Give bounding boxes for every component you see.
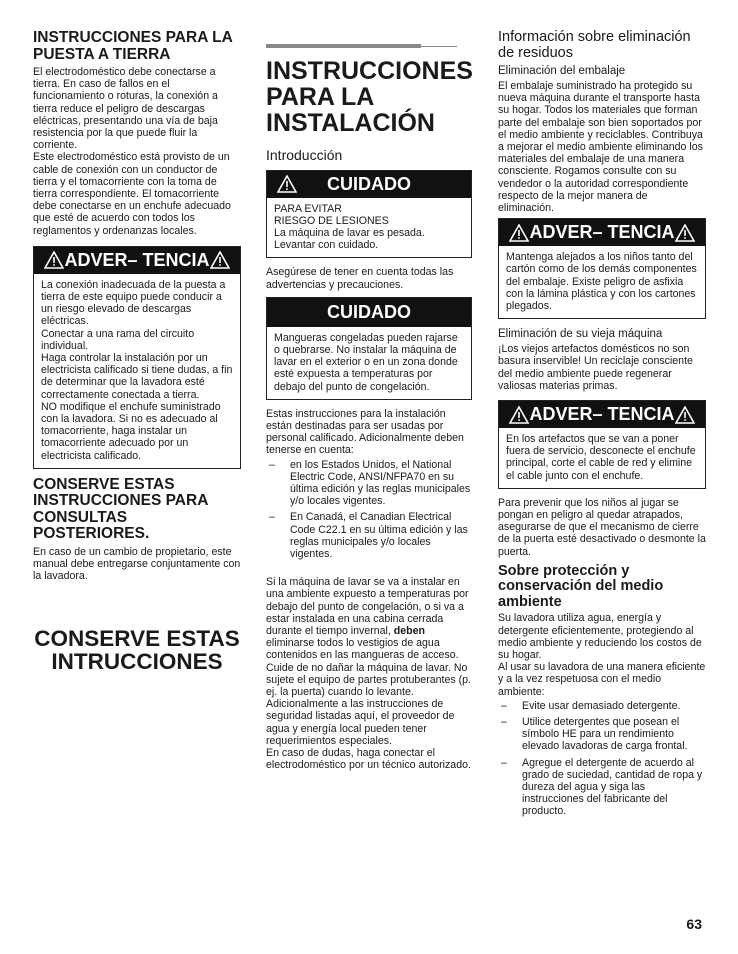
- warning-header: [499, 219, 705, 246]
- grounding-paragraph-2: Este electrodoméstico está provisto de un cable de conexión con un conductor de tierra y el tomacorriente con la toma de tierra correspondiente. El tomacorriente debe conectarse en un enchufe adecuado que esté de acuerdo con todos los reglamentos y ordenanzas locales.: [33, 151, 231, 237]
- warning-triangle-icon: [509, 406, 529, 424]
- caution-line-1: PARA EVITAR: [274, 202, 342, 215]
- extra-paragraph: Adicionalmente a las instrucciones de seguridad listadas aquí, el proveedor de agua y energía local pueden tener requerimientos especiales.: [266, 698, 455, 747]
- warning-triangle-icon: [675, 406, 695, 424]
- warning-text-2: Conectar a una rama del circuito individual.: [41, 327, 195, 352]
- caution-label-2: CUIDADO: [267, 298, 471, 327]
- list-item: – Agregue el detergente de acuerdo al grado de suciedad, cantidad de ropa y dureza del agua y siga las instrucciones del fabricante del producto.: [498, 757, 706, 818]
- caution-line-3: La máquina de lavar es pesada.: [274, 226, 425, 239]
- warning-box-old-machine: [498, 400, 706, 489]
- list-item: – En Canadá, el Canadian Electrical Code C22.1 en su última edición y las reglas municipales y/o locales vigentes.: [266, 511, 472, 560]
- freeze-paragraph: [266, 576, 472, 661]
- warning-body: [499, 246, 705, 318]
- freeze-text-bold: deben: [393, 624, 425, 637]
- title-rule-thick: [266, 44, 421, 48]
- warning-text-3: Haga controlar la instalación por un electricista calificado si tiene dudas, a fin de determinar que la lavadora esté correctamente conectada a tierra.: [41, 352, 233, 401]
- list-item: – Utilice detergentes que posean el símbolo HE para un rendimiento elevado lavadoras de carga frontal.: [498, 716, 706, 753]
- title-rule: [266, 44, 472, 48]
- freeze-text-a: Si la máquina de lavar se va a instalar en una ambiente expuesto a temperaturas por debajo del punto de congelación, o si va a estar instalada en una cabina cerrada durante el tiempo invernal,: [266, 576, 469, 637]
- column-left: [33, 30, 241, 674]
- warning-old-machine-text: En los artefactos que se van a poner fuera de servicio, desconecte el enchufe principal, corte el cable de red y elimine el cable junto con el enchufe.: [506, 433, 696, 482]
- env-paragraph-2: Al usar su lavadora de una manera eficiente y a la vez respetuosa con el medio ambiente:: [498, 661, 706, 698]
- warning-box-packaging: [498, 218, 706, 319]
- install-paragraph: Estas instrucciones para la instalación están destinadas para ser usadas por personal calificado. Adicionalmente deben tenerse en cuenta:: [266, 407, 464, 457]
- sub-packaging: Eliminación del embalaje: [498, 65, 626, 77]
- caution-hoses-text: Mangueras congeladas pueden rajarse o quebrarse. No instalar la máquina de lavar en el exterior o en un zona donde esté expuesta a temperaturas por debajo del punto de congelación.: [274, 331, 458, 393]
- note-warnings: Asegúrese de tener en cuenta todas las advertencias y precauciones.: [266, 266, 454, 291]
- caution-box-weight: [266, 170, 472, 259]
- big-keep-title: CONSERVE ESTAS INTRUCCIONES: [34, 625, 240, 674]
- heading-grounding: INSTRUCCIONES PARA LA PUESTA A TIERRA: [33, 29, 233, 63]
- packaging-paragraph: El embalaje suministrado ha protegido su nueva máquina durante el transporte hasta su hogar. Todos los materiales que forman parte del embalaje son bien soportados por el medio ambiente y reciclables. Contribuya a mejorar el medio ambiente eliminando los materiales del embalaje de una manera consciente. Rogamos consulte con su vendedor o la autoridad correspondiente respecto de la mejor manera de eliminación.: [498, 80, 703, 215]
- list-item: – en los Estados Unidos, el National Electric Code, ANSI/NFPA70 en su última edición y las reglas municipales y/o locales vigentes.: [266, 459, 472, 508]
- warning-triangle-icon: [509, 224, 529, 242]
- list-item: – Evite usar demasiado detergente.: [498, 700, 706, 712]
- heading-waste: Información sobre eliminación de residuos: [498, 29, 691, 61]
- code-list: [266, 459, 472, 561]
- caution-header: [267, 171, 471, 198]
- warning-box-grounding: [33, 246, 241, 469]
- warning-body: [499, 428, 705, 488]
- keep-paragraph: En caso de un cambio de propietario, este manual debe entregarse conjuntamente con la lavadora.: [33, 545, 241, 583]
- warning-text-4: NO modifique el enchufe suministrado con la lavadora. Si no es adecuado al tomacorriente, haga instalar un tomacorriente adecuado por un electricista calificado.: [41, 400, 221, 462]
- intro-heading: Introducción: [266, 147, 343, 163]
- title-rule-thin: [421, 46, 457, 47]
- care-paragraph: Cuide de no dañar la máquina de lavar. No sujete el equipo de partes protuberantes (p. ej. la puerta) cuando lo levante.: [266, 661, 471, 698]
- warning-text-1: La conexión inadecuada de la puesta a tierra de este equipo puede conducir a un riesgo elevado de descargas eléctricas.: [41, 278, 226, 328]
- old-machine-paragraph: ¡Los viejos artefactos domésticos no son basura inservible! Un reciclaje consciente del medio ambiente puede regenerar valiosas materias primas.: [498, 343, 693, 392]
- warning-label: ADVER– TENCIA: [64, 249, 210, 270]
- env-list: [498, 700, 706, 818]
- caution-body: [267, 198, 471, 258]
- warning-triangle-icon: [675, 224, 695, 242]
- kids-paragraph: Para prevenir que los niños al jugar se pongan en peligro al quedar atrapados, asegurarse de que el mecanismo de cierre de la puerta esté desactivado o desmonte la puerta.: [498, 496, 706, 558]
- column-right: [498, 30, 706, 822]
- heading-environment: Sobre protección y conservación del medio ambiente: [498, 562, 664, 610]
- warning-triangle-icon: [210, 251, 230, 269]
- env-paragraph-1: Su lavadora utiliza agua, energía y detergente eficientemente, protegiendo al medio ambiente y reduciendo los costos de su hogar.: [498, 612, 702, 661]
- caution-box-hoses: [266, 297, 472, 400]
- warning-label: ADVER– TENCIA: [529, 222, 675, 243]
- caution-line-2: RIESGO DE LESIONES: [274, 214, 389, 227]
- page-number: 63: [686, 916, 702, 932]
- warning-triangle-icon: [277, 175, 297, 193]
- freeze-text-b: eliminarse todos lo vestigios de agua contenidos en las mangueras de acceso.: [266, 637, 459, 662]
- warning-header: [499, 401, 705, 428]
- grounding-paragraph-1: El electrodoméstico debe conectarse a tierra. En caso de fallos en el funcionamiento o roturas, la conexión a tierra reduce el peligro de descargas eléctricas, presentando una vía de baja resistencia por la que puede fluir la corriente.: [33, 66, 218, 152]
- warning-triangle-icon: [44, 251, 64, 269]
- warning-header: [34, 247, 240, 274]
- doubt-paragraph: En caso de dudas, haga conectar el electrodoméstico por un técnico autorizado.: [266, 747, 471, 772]
- warning-body: [34, 274, 240, 468]
- page-title: INSTRUCCIONES PARA LA INSTALACIÓN: [266, 57, 473, 137]
- caution-label: CUIDADO: [327, 173, 411, 194]
- caution-line-4: Levantar con cuidado.: [274, 239, 379, 252]
- heading-keep-instructions: CONSERVE ESTAS INSTRUCCIONES PARA CONSULTAS POSTERIORES.: [33, 475, 208, 543]
- sub-old-machine: Eliminación de su vieja máquina: [498, 328, 663, 341]
- caution-body-2: [267, 327, 471, 399]
- column-middle: [266, 30, 472, 771]
- warning-label: ADVER– TENCIA: [529, 404, 675, 425]
- warning-packaging-text: Mantenga alejados a los niños tanto del cartón como de los demás componentes del embalaje. Existe peligro de asfixia con la lámina plástica y con los cartones plegados.: [506, 251, 697, 313]
